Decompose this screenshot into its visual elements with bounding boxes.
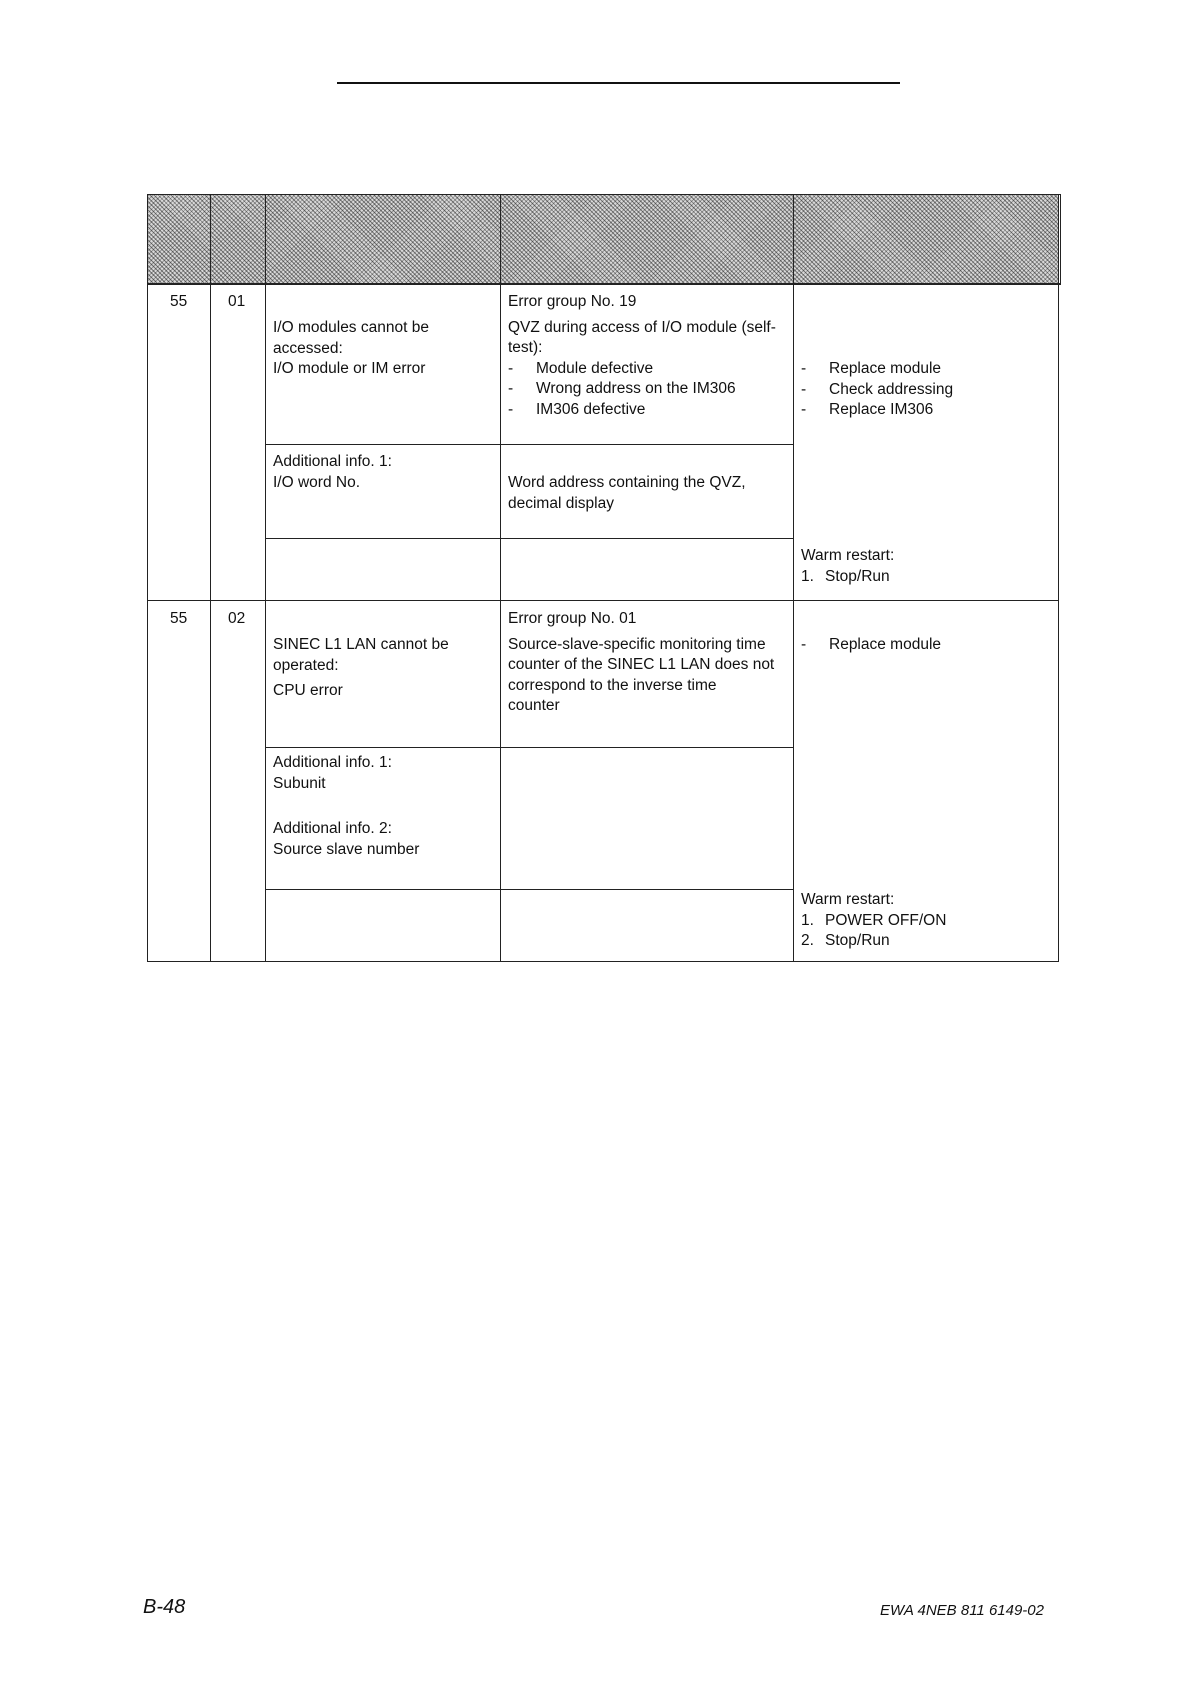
list-item bbox=[508, 359, 792, 380]
list-item bbox=[801, 567, 1053, 588]
header-cell-5 bbox=[794, 194, 1059, 283]
list-item bbox=[801, 400, 1053, 421]
dash-marker: - bbox=[508, 359, 514, 377]
list-item bbox=[801, 380, 1053, 401]
list-item bbox=[801, 931, 1053, 952]
row1-cause-line: test): bbox=[508, 339, 543, 356]
table-border-bottom bbox=[147, 961, 1059, 962]
row1-remedy-item: Check addressing bbox=[829, 380, 954, 398]
row1-restart-title: Warm restart: bbox=[801, 547, 895, 564]
row2-info-line: Additional info. 2: bbox=[273, 820, 392, 837]
row1-code2: 01 bbox=[228, 293, 246, 310]
row1-restart bbox=[801, 546, 1053, 587]
table-border-top bbox=[147, 194, 1061, 195]
row2-code2: 02 bbox=[228, 610, 246, 627]
list-item bbox=[801, 635, 1053, 656]
row1-info-cause-line: Word address containing the QVZ, bbox=[508, 474, 746, 491]
col-line-3 bbox=[265, 194, 266, 962]
row2-info-line: Source slave number bbox=[273, 840, 420, 858]
row1-event bbox=[273, 318, 495, 380]
step-number: 1. bbox=[801, 911, 814, 929]
row1-info-event bbox=[273, 452, 495, 493]
row1-cause-line: QVZ during access of I/O module (self- bbox=[508, 318, 776, 336]
row-separator bbox=[147, 600, 1059, 601]
col-line-5 bbox=[793, 194, 794, 962]
row1-info-cause bbox=[508, 473, 792, 514]
row1-cause bbox=[508, 292, 792, 420]
row2-info-line: Additional info. 1: bbox=[273, 754, 392, 771]
row2-event bbox=[273, 635, 495, 702]
row1-info-line: I/O word No. bbox=[273, 473, 360, 491]
header-bottom-border bbox=[147, 283, 1061, 285]
dash-marker: - bbox=[801, 380, 807, 398]
row1-info-divider bbox=[265, 538, 794, 539]
header-right-border bbox=[1060, 194, 1061, 285]
row2-event-line: SINEC L1 LAN cannot be bbox=[273, 636, 449, 653]
step-number: 2. bbox=[801, 932, 814, 949]
dash-marker: - bbox=[801, 401, 807, 418]
row2-restart bbox=[801, 890, 1053, 952]
row2-event-divider bbox=[265, 747, 794, 748]
row2-restart-step: POWER OFF/ON bbox=[825, 911, 947, 929]
step-number: 1. bbox=[801, 567, 814, 585]
row2-info-divider bbox=[265, 889, 794, 890]
header-cell-1 bbox=[148, 194, 210, 283]
list-item bbox=[801, 359, 1053, 380]
dash-marker: - bbox=[801, 360, 807, 377]
list-item bbox=[508, 400, 792, 421]
row2-remedy-item: Replace module bbox=[829, 636, 942, 653]
dash-marker: - bbox=[801, 636, 807, 653]
row2-error-group: Error group No. 01 bbox=[508, 610, 637, 627]
row1-event-line: I/O module or IM error bbox=[273, 360, 426, 377]
row2-restart-title: Warm restart: bbox=[801, 891, 895, 908]
dash-marker: - bbox=[508, 400, 514, 418]
row1-cause-item: Wrong address on the IM306 bbox=[536, 380, 736, 397]
row1-info-cause-line: decimal display bbox=[508, 494, 614, 512]
header-cell-3 bbox=[266, 194, 500, 283]
header-cell-2 bbox=[211, 194, 265, 283]
row2-event-extra: CPU error bbox=[273, 682, 343, 699]
row1-remedy bbox=[801, 359, 1053, 421]
row2-cause-line: counter bbox=[508, 697, 560, 714]
col-line-2 bbox=[210, 194, 211, 962]
row2-cause-line: Source-slave-specific monitoring time bbox=[508, 635, 766, 653]
list-item bbox=[801, 911, 1053, 932]
col-line-1 bbox=[147, 194, 148, 962]
row1-remedy-item: Replace module bbox=[829, 360, 942, 377]
list-item bbox=[508, 379, 792, 400]
dash-marker: - bbox=[508, 380, 514, 397]
row1-cause-item: Module defective bbox=[536, 359, 654, 377]
row1-code1: 55 bbox=[170, 293, 188, 310]
row1-event-line: accessed: bbox=[273, 339, 343, 357]
row1-remedy-item: Replace IM306 bbox=[829, 401, 934, 418]
header-cell-4 bbox=[501, 194, 793, 283]
row1-error-group: Error group No. 19 bbox=[508, 293, 637, 310]
row1-info-line: Additional info. 1: bbox=[273, 453, 392, 470]
col-line-4 bbox=[500, 194, 501, 962]
row2-cause bbox=[508, 609, 792, 717]
row2-restart-step: Stop/Run bbox=[825, 932, 890, 949]
row2-event-line: operated: bbox=[273, 656, 339, 674]
row2-cause-line: counter of the SINEC L1 LAN does not bbox=[508, 656, 775, 673]
col-line-6 bbox=[1058, 194, 1059, 962]
row1-restart-step: Stop/Run bbox=[825, 567, 890, 585]
row2-cause-line: correspond to the inverse time bbox=[508, 676, 717, 694]
header-rule bbox=[337, 82, 900, 84]
document-code: EWA 4NEB 811 6149-02 bbox=[880, 1602, 1044, 1619]
row1-event-line: I/O modules cannot be bbox=[273, 319, 429, 336]
row2-info-event bbox=[273, 753, 495, 860]
row2-info-line: Subunit bbox=[273, 774, 326, 792]
row1-event-divider bbox=[265, 444, 794, 445]
row2-remedy bbox=[801, 635, 1053, 656]
row1-cause-item: IM306 defective bbox=[536, 400, 646, 418]
page-number: B-48 bbox=[143, 1596, 186, 1618]
row2-code1: 55 bbox=[170, 610, 188, 627]
